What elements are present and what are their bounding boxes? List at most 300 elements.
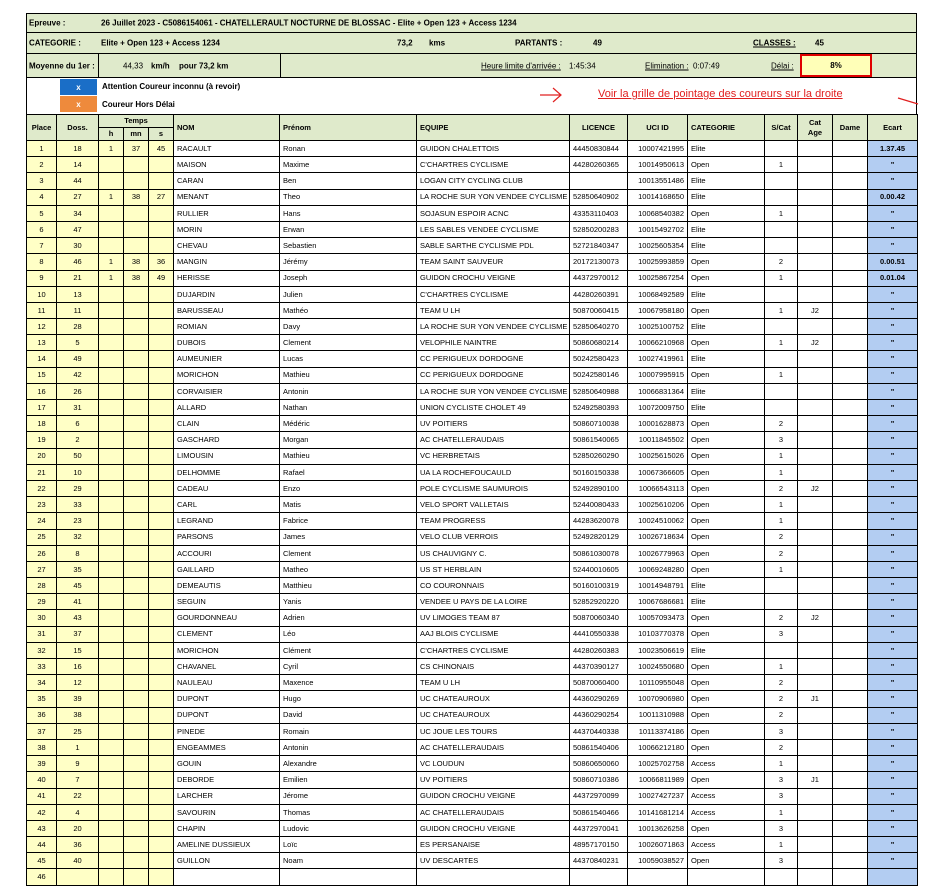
- moyenne-pour: pour 73,2 km: [179, 61, 229, 70]
- place-cell: 32: [27, 642, 57, 658]
- equipe-cell: VELOPHILE NAINTRE: [417, 335, 570, 351]
- table-row: [27, 351, 918, 367]
- prenom-cell: Thomas: [280, 804, 417, 820]
- ecart-cell: ": [868, 804, 918, 820]
- equipe-cell: TEAM PROGRESS: [417, 513, 570, 529]
- catage-cell: J2: [798, 480, 833, 496]
- uci-cell: 10027427237: [628, 788, 688, 804]
- doss-cell: 39: [57, 691, 99, 707]
- prenom-cell: Sebastien: [280, 238, 417, 254]
- prenom-cell: Emilien: [280, 772, 417, 788]
- table-row: [27, 545, 918, 561]
- ecart-cell: ": [868, 529, 918, 545]
- scat-cell: 2: [765, 545, 798, 561]
- licence-cell: 44450830844: [570, 141, 628, 157]
- minutes-cell: [124, 335, 149, 351]
- place-cell: 9: [27, 270, 57, 286]
- categorie-cell: Elite: [688, 173, 765, 189]
- col-h: h: [99, 128, 124, 141]
- doss-cell: 34: [57, 205, 99, 221]
- licence-cell: 52440010605: [570, 561, 628, 577]
- minutes-cell: [124, 869, 149, 885]
- doss-cell: 6: [57, 416, 99, 432]
- table-row: [27, 189, 918, 205]
- dame-cell: [833, 254, 868, 270]
- table-row: [27, 675, 918, 691]
- equipe-cell: GUIDON CROCHU VEIGNE: [417, 270, 570, 286]
- categorie-cell: Elite: [688, 141, 765, 157]
- prenom-cell: Julien: [280, 286, 417, 302]
- ecart-cell: ": [868, 448, 918, 464]
- catage-cell: [798, 529, 833, 545]
- dame-cell: [833, 205, 868, 221]
- nom-cell: MENANT: [174, 189, 280, 205]
- categorie-cell: Elite: [688, 189, 765, 205]
- licence-cell: 50870060340: [570, 610, 628, 626]
- delai-value-box: 8%: [800, 54, 872, 77]
- categorie-cell: Elite: [688, 594, 765, 610]
- catage-cell: [798, 837, 833, 853]
- uci-cell: 10025615026: [628, 448, 688, 464]
- table-row: [27, 286, 918, 302]
- place-cell: 26: [27, 545, 57, 561]
- nom-cell: MANGIN: [174, 254, 280, 270]
- ecart-cell: ": [868, 707, 918, 723]
- catage-cell: [798, 739, 833, 755]
- nom-cell: CADEAU: [174, 480, 280, 496]
- scat-cell: 1: [765, 335, 798, 351]
- nom-cell: GOURDONNEAU: [174, 610, 280, 626]
- table-row: [27, 691, 918, 707]
- minutes-cell: 38: [124, 254, 149, 270]
- nom-cell: PARSONS: [174, 529, 280, 545]
- place-cell: 11: [27, 302, 57, 318]
- prenom-cell: Adrien: [280, 610, 417, 626]
- nom-cell: AMELINE DUSSIEUX: [174, 837, 280, 853]
- categorie-cell: Elite: [688, 221, 765, 237]
- seconds-cell: [149, 756, 174, 772]
- nom-cell: SAVOURIN: [174, 804, 280, 820]
- prenom-cell: Joseph: [280, 270, 417, 286]
- hours-cell: [99, 691, 124, 707]
- seconds-cell: 45: [149, 141, 174, 157]
- equipe-cell: UC JOUE LES TOURS: [417, 723, 570, 739]
- prenom-cell: Matis: [280, 497, 417, 513]
- seconds-cell: [149, 205, 174, 221]
- uci-cell: 10025702758: [628, 756, 688, 772]
- categorie-cell: Open: [688, 302, 765, 318]
- equipe-cell: UV DESCARTES: [417, 853, 570, 869]
- seconds-cell: [149, 659, 174, 675]
- hours-cell: [99, 545, 124, 561]
- equipe-cell: VC LOUDUN: [417, 756, 570, 772]
- catage-cell: [798, 820, 833, 836]
- catage-cell: [798, 383, 833, 399]
- results-table: [26, 114, 918, 886]
- seconds-cell: [149, 610, 174, 626]
- legend-unknown-mark: x: [60, 79, 97, 95]
- nom-cell: MAISON: [174, 157, 280, 173]
- col-prenom: Prénom: [280, 115, 417, 141]
- catage-cell: [798, 416, 833, 432]
- seconds-cell: [149, 837, 174, 853]
- licence-cell: 52850260290: [570, 448, 628, 464]
- nom-cell: DEBORDE: [174, 772, 280, 788]
- seconds-cell: [149, 173, 174, 189]
- equipe-cell: AAJ BLOIS CYCLISME: [417, 626, 570, 642]
- seconds-cell: [149, 432, 174, 448]
- ecart-cell: ": [868, 723, 918, 739]
- place-cell: 34: [27, 675, 57, 691]
- minutes-cell: [124, 610, 149, 626]
- minutes-cell: [124, 173, 149, 189]
- hours-cell: [99, 739, 124, 755]
- table-row: [27, 205, 918, 221]
- hours-cell: [99, 788, 124, 804]
- dame-cell: [833, 416, 868, 432]
- equipe-cell: C'CHARTRES CYCLISME: [417, 642, 570, 658]
- prenom-cell: Nathan: [280, 400, 417, 416]
- place-cell: 24: [27, 513, 57, 529]
- categorie-cell: Access: [688, 756, 765, 772]
- catage-cell: [798, 286, 833, 302]
- hours-cell: 1: [99, 141, 124, 157]
- scat-cell: 1: [765, 756, 798, 772]
- minutes-cell: [124, 837, 149, 853]
- categorie-cell: Open: [688, 448, 765, 464]
- dame-cell: [833, 869, 868, 885]
- doss-cell: 16: [57, 659, 99, 675]
- hours-cell: [99, 432, 124, 448]
- dame-cell: [833, 723, 868, 739]
- col-nom: NOM: [174, 115, 280, 141]
- seconds-cell: [149, 448, 174, 464]
- licence-cell: 50861540065: [570, 432, 628, 448]
- table-row: [27, 157, 918, 173]
- dame-cell: [833, 141, 868, 157]
- doss-cell: 12: [57, 675, 99, 691]
- catage-cell: J1: [798, 772, 833, 788]
- dame-cell: [833, 804, 868, 820]
- doss-cell: 9: [57, 756, 99, 772]
- licence-cell: 44372970099: [570, 788, 628, 804]
- scat-cell: 2: [765, 254, 798, 270]
- equipe-cell: GUIDON CROCHU VEIGNE: [417, 788, 570, 804]
- uci-cell: 10066811989: [628, 772, 688, 788]
- equipe-cell: POLE CYCLISME SAUMUROIS: [417, 480, 570, 496]
- licence-cell: [570, 173, 628, 189]
- prenom-cell: Maxence: [280, 675, 417, 691]
- catage-cell: J2: [798, 335, 833, 351]
- minutes-cell: [124, 707, 149, 723]
- prenom-cell: Mathieu: [280, 367, 417, 383]
- seconds-cell: [149, 853, 174, 869]
- scat-cell: [765, 594, 798, 610]
- categorie-cell: Elite: [688, 238, 765, 254]
- nom-cell: CLAIN: [174, 416, 280, 432]
- scat-cell: 2: [765, 739, 798, 755]
- place-cell: 15: [27, 367, 57, 383]
- place-cell: 36: [27, 707, 57, 723]
- doss-cell: 4: [57, 804, 99, 820]
- seconds-cell: [149, 642, 174, 658]
- catage-cell: [798, 238, 833, 254]
- hours-cell: [99, 853, 124, 869]
- categorie-cell: Elite: [688, 642, 765, 658]
- hours-cell: [99, 205, 124, 221]
- equipe-cell: US CHAUVIGNY C.: [417, 545, 570, 561]
- equipe-cell: [417, 869, 570, 885]
- uci-cell: 10057093473: [628, 610, 688, 626]
- scat-cell: [765, 383, 798, 399]
- place-cell: 31: [27, 626, 57, 642]
- notice-link[interactable]: Voir la grille de pointage des coureurs sur la droite: [598, 88, 843, 100]
- ecart-cell: ": [868, 756, 918, 772]
- uci-cell: 10027419961: [628, 351, 688, 367]
- catage-cell: [798, 189, 833, 205]
- classes-label: CLASSES :: [753, 38, 796, 48]
- seconds-cell: [149, 804, 174, 820]
- licence-cell: [570, 869, 628, 885]
- ecart-cell: ": [868, 238, 918, 254]
- minutes-cell: [124, 659, 149, 675]
- dame-cell: [833, 545, 868, 561]
- dame-cell: [833, 513, 868, 529]
- table-row: [27, 335, 918, 351]
- seconds-cell: [149, 529, 174, 545]
- catage-cell: [798, 513, 833, 529]
- hours-cell: [99, 723, 124, 739]
- categorie-cell: Open: [688, 626, 765, 642]
- dame-cell: [833, 675, 868, 691]
- uci-cell: 10001628873: [628, 416, 688, 432]
- place-cell: 3: [27, 173, 57, 189]
- minutes-cell: [124, 383, 149, 399]
- uci-cell: 10110955048: [628, 675, 688, 691]
- minutes-cell: [124, 513, 149, 529]
- ecart-cell: 0.00.42: [868, 189, 918, 205]
- table-row: [27, 513, 918, 529]
- dame-cell: [833, 853, 868, 869]
- hours-cell: [99, 400, 124, 416]
- uci-cell: 10026071863: [628, 837, 688, 853]
- dame-cell: [833, 480, 868, 496]
- table-row: [27, 319, 918, 335]
- hours-cell: 1: [99, 270, 124, 286]
- seconds-cell: [149, 221, 174, 237]
- table-row: [27, 642, 918, 658]
- uci-cell: 10023506619: [628, 642, 688, 658]
- seconds-cell: [149, 416, 174, 432]
- minutes-cell: [124, 626, 149, 642]
- hours-cell: [99, 707, 124, 723]
- seconds-cell: [149, 707, 174, 723]
- ecart-cell: ": [868, 432, 918, 448]
- minutes-cell: [124, 642, 149, 658]
- catage-cell: J2: [798, 302, 833, 318]
- dame-cell: [833, 367, 868, 383]
- scat-cell: 1: [765, 513, 798, 529]
- col-uci: UCI ID: [628, 115, 688, 141]
- scat-cell: 1: [765, 302, 798, 318]
- prenom-cell: Yanis: [280, 594, 417, 610]
- ecart-cell: ": [868, 545, 918, 561]
- minutes-cell: [124, 416, 149, 432]
- table-row: [27, 383, 918, 399]
- doss-cell: 43: [57, 610, 99, 626]
- licence-cell: 50870060415: [570, 302, 628, 318]
- licence-cell: 52850640270: [570, 319, 628, 335]
- table-row: [27, 367, 918, 383]
- col-ecart: Ecart: [868, 115, 918, 141]
- place-cell: 14: [27, 351, 57, 367]
- uci-cell: 10069248280: [628, 561, 688, 577]
- place-cell: 16: [27, 383, 57, 399]
- catage-cell: [798, 788, 833, 804]
- equipe-cell: GUIDON CHALETTOIS: [417, 141, 570, 157]
- ecart-cell: ": [868, 772, 918, 788]
- place-cell: 45: [27, 853, 57, 869]
- minutes-cell: [124, 319, 149, 335]
- minutes-cell: [124, 691, 149, 707]
- place-cell: 18: [27, 416, 57, 432]
- dame-cell: [833, 578, 868, 594]
- categorie-value: Elite + Open 123 + Access 1234: [101, 38, 220, 48]
- prenom-cell: Rafael: [280, 464, 417, 480]
- categorie-cell: Open: [688, 561, 765, 577]
- legend-late-mark: x: [60, 96, 97, 112]
- place-cell: 41: [27, 788, 57, 804]
- equipe-cell: UV LIMOGES TEAM 87: [417, 610, 570, 626]
- licence-cell: 50861030078: [570, 545, 628, 561]
- hours-cell: [99, 302, 124, 318]
- dame-cell: [833, 594, 868, 610]
- catage-cell: J1: [798, 691, 833, 707]
- prenom-cell: Ben: [280, 173, 417, 189]
- categorie-cell: Open: [688, 723, 765, 739]
- hours-cell: [99, 319, 124, 335]
- licence-cell: 50860650060: [570, 756, 628, 772]
- place-cell: 23: [27, 497, 57, 513]
- seconds-cell: [149, 578, 174, 594]
- minutes-cell: [124, 772, 149, 788]
- uci-cell: 10011845502: [628, 432, 688, 448]
- seconds-cell: [149, 723, 174, 739]
- categorie-cell: Open: [688, 367, 765, 383]
- hours-cell: [99, 772, 124, 788]
- minutes-cell: [124, 286, 149, 302]
- uci-cell: 10103770378: [628, 626, 688, 642]
- uci-cell: 10066210968: [628, 335, 688, 351]
- ecart-cell: ": [868, 561, 918, 577]
- prenom-cell: Theo: [280, 189, 417, 205]
- minutes-cell: [124, 756, 149, 772]
- nom-cell: PINEDE: [174, 723, 280, 739]
- table-row: [27, 448, 918, 464]
- uci-cell: 10025610206: [628, 497, 688, 513]
- seconds-cell: [149, 157, 174, 173]
- ecart-cell: ": [868, 173, 918, 189]
- uci-cell: 10141681214: [628, 804, 688, 820]
- prenom-cell: Noam: [280, 853, 417, 869]
- hours-cell: [99, 157, 124, 173]
- doss-cell: 8: [57, 545, 99, 561]
- catage-cell: J2: [798, 610, 833, 626]
- elimination-label: Elimination :: [645, 61, 689, 70]
- doss-cell: [57, 869, 99, 885]
- uci-cell: 10067958180: [628, 302, 688, 318]
- equipe-cell: TEAM U LH: [417, 675, 570, 691]
- minutes-cell: [124, 820, 149, 836]
- licence-cell: 44370440338: [570, 723, 628, 739]
- licence-cell: 50860710386: [570, 772, 628, 788]
- moyenne-unit: km/h: [151, 61, 170, 70]
- catage-cell: [798, 545, 833, 561]
- prenom-cell: Romain: [280, 723, 417, 739]
- equipe-cell: UC CHATEAUROUX: [417, 691, 570, 707]
- equipe-cell: C'CHARTRES CYCLISME: [417, 286, 570, 302]
- nom-cell: ALLARD: [174, 400, 280, 416]
- table-row: [27, 626, 918, 642]
- scat-cell: 1: [765, 464, 798, 480]
- catage-cell: [798, 578, 833, 594]
- uci-cell: 10025605354: [628, 238, 688, 254]
- categorie-cell: Access: [688, 837, 765, 853]
- prenom-cell: Davy: [280, 319, 417, 335]
- distance-value: 73,2: [397, 38, 413, 48]
- nom-cell: CHAPIN: [174, 820, 280, 836]
- categorie-cell: Open: [688, 480, 765, 496]
- table-row: [27, 529, 918, 545]
- doss-cell: 40: [57, 853, 99, 869]
- doss-cell: 25: [57, 723, 99, 739]
- scat-cell: [765, 286, 798, 302]
- licence-cell: 20172130073: [570, 254, 628, 270]
- scat-cell: 3: [765, 788, 798, 804]
- seconds-cell: [149, 691, 174, 707]
- hours-cell: [99, 221, 124, 237]
- heure-limite-value: 1:45:34: [569, 61, 596, 70]
- prenom-cell: Mathéo: [280, 302, 417, 318]
- catage-cell: [798, 141, 833, 157]
- place-cell: 40: [27, 772, 57, 788]
- licence-cell: 52721840347: [570, 238, 628, 254]
- ecart-cell: ": [868, 853, 918, 869]
- scat-cell: [765, 400, 798, 416]
- equipe-cell: SABLE SARTHE CYCLISME PDL: [417, 238, 570, 254]
- place-cell: 1: [27, 141, 57, 157]
- ecart-cell: ": [868, 416, 918, 432]
- doss-cell: 44: [57, 173, 99, 189]
- categorie-cell: [688, 869, 765, 885]
- scat-cell: 1: [765, 561, 798, 577]
- uci-cell: 10067366605: [628, 464, 688, 480]
- hours-cell: [99, 610, 124, 626]
- catage-cell: [798, 561, 833, 577]
- minutes-cell: [124, 448, 149, 464]
- catage-cell: [798, 319, 833, 335]
- ecart-cell: ": [868, 400, 918, 416]
- nom-cell: ACCOURI: [174, 545, 280, 561]
- table-row: [27, 756, 918, 772]
- catage-cell: [798, 756, 833, 772]
- ecart-cell: ": [868, 157, 918, 173]
- licence-cell: 44280260383: [570, 642, 628, 658]
- nom-cell: GAILLARD: [174, 561, 280, 577]
- dame-cell: [833, 788, 868, 804]
- nom-cell: CARAN: [174, 173, 280, 189]
- col-equipe: EQUIPE: [417, 115, 570, 141]
